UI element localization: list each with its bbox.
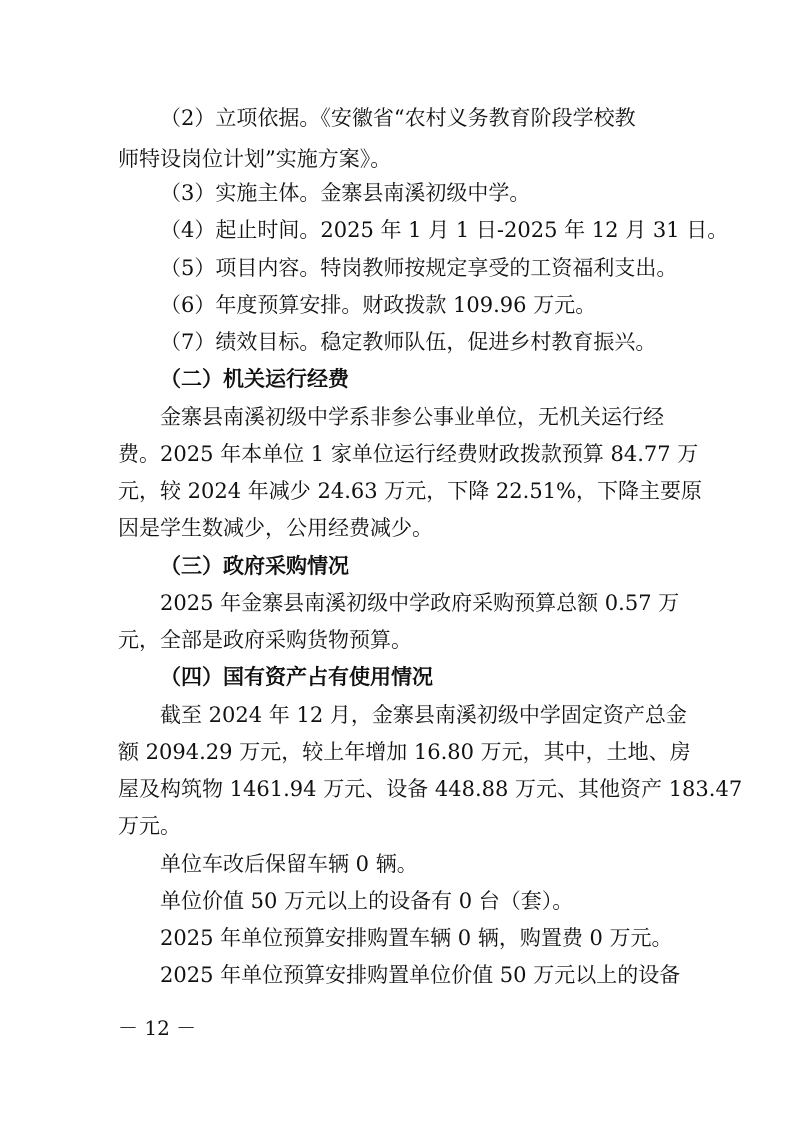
paragraph-line: 元，全部是政府采购货物预算。: [118, 628, 412, 652]
paragraph-line: （2）立项依据。《安徽省“农村义务教育阶段学校教: [160, 106, 636, 130]
paragraph-line: （3）实施主体。金寨县南溪初级中学。: [160, 181, 531, 205]
section-heading: （二）机关运行经费: [160, 366, 349, 391]
paragraph-line: 师特设岗位计划”实施方案》。: [118, 147, 392, 171]
paragraph-line: 屋及构筑物 1461.94 万元、设备 448.88 万元、其他资产 183.47: [118, 777, 743, 801]
paragraph-line: 2025 年金寨县南溪初级中学政府采购预算总额 0.57 万: [160, 591, 680, 615]
paragraph-line: （6）年度预算安排。财政拨款 109.96 万元。: [160, 293, 597, 317]
paragraph-line: （5）项目内容。特岗教师按规定享受的工资福利支出。: [160, 256, 678, 280]
paragraph-line: 费。2025 年本单位 1 家单位运行经费财政拨款预算 84.77 万: [118, 442, 699, 466]
section-heading: （四）国有资产占有使用情况: [160, 664, 433, 689]
paragraph-line: 2025 年单位预算安排购置单位价值 50 万元以上的设备: [160, 963, 681, 987]
paragraph-line: 万元。: [118, 814, 181, 838]
paragraph-line: 单位价值 50 万元以上的设备有 0 台（套）。: [160, 889, 574, 913]
paragraph-line: 额 2094.29 万元，较上年增加 16.80 万元，其中，土地、房: [118, 740, 691, 764]
paragraph-line: （7）绩效目标。稳定教师队伍，促进乡村教育振兴。: [160, 330, 657, 354]
page-number: － 12 －: [118, 1016, 197, 1040]
section-heading: （三）政府采购情况: [160, 553, 349, 578]
paragraph-line: 因是学生数减少，公用经费减少。: [118, 516, 433, 540]
paragraph-line: 截至 2024 年 12 月，金寨县南溪初级中学固定资产总金: [160, 703, 687, 727]
paragraph-line: 元，较 2024 年减少 24.63 万元，下降 22.51%，下降主要原: [118, 479, 703, 503]
paragraph-line: （4）起止时间。2025 年 1 月 1 日-2025 年 12 月 31 日。: [160, 218, 729, 242]
paragraph-line: 单位车改后保留车辆 0 辆。: [160, 852, 418, 876]
paragraph-line: 2025 年单位预算安排购置车辆 0 辆，购置费 0 万元。: [160, 926, 673, 950]
paragraph-line: 金寨县南溪初级中学系非参公事业单位，无机关运行经: [160, 405, 664, 429]
